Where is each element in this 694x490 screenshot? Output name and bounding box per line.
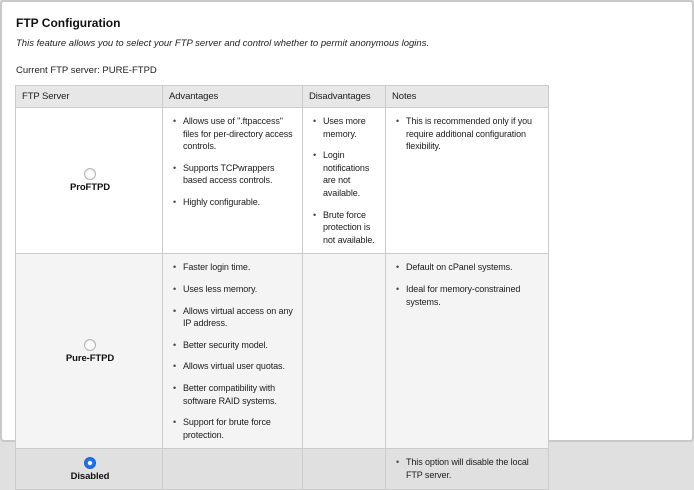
- proftpd-advantages-list: [170, 115, 297, 209]
- proftpd-notes-cell: [386, 108, 549, 254]
- bullet-item: • Allows virtual access on any IP address.: [173, 305, 297, 330]
- pureftpd-option[interactable]: [66, 339, 114, 364]
- column-header-ftp-server: FTP Server: [16, 86, 163, 108]
- server-cell-pureftpd: [16, 254, 163, 449]
- bullet-item: • Highly configurable.: [173, 196, 297, 209]
- bullet-item: • Better security model.: [173, 339, 297, 352]
- proftpd-radio[interactable]: [84, 168, 96, 180]
- proftpd-disadvantages-cell: [303, 108, 386, 254]
- column-header-advantages: Advantages: [163, 86, 303, 108]
- proftpd-label[interactable]: ProFTPD: [70, 182, 110, 194]
- bullet-item: • Faster login time.: [173, 261, 297, 274]
- server-cell-proftpd: [16, 108, 163, 254]
- server-cell-disabled: [16, 449, 163, 490]
- table-row-disabled: [16, 449, 549, 490]
- ftp-server-comparison-table: [15, 85, 549, 490]
- pureftpd-label[interactable]: Pure-FTPD: [65, 352, 115, 364]
- disabled-notes-cell: [386, 449, 549, 490]
- disabled-label[interactable]: Disabled: [70, 470, 110, 482]
- disabled-radio[interactable]: [84, 457, 96, 469]
- current-ftp-server-status: Current FTP server: PURE-FTPD: [16, 65, 157, 76]
- bullet-item: • Better compatibility with software RAID systems.: [173, 382, 297, 407]
- proftpd-advantages-cell: [163, 108, 303, 254]
- table-row-pureftpd: [16, 254, 549, 449]
- proftpd-option[interactable]: [70, 168, 110, 193]
- table-header-row: [16, 86, 549, 108]
- pureftpd-notes-cell: [386, 254, 549, 449]
- bullet-item: • Uses more memory.: [313, 115, 380, 140]
- bullet-item: • Allows use of ".ftpaccess" files for per-directory access controls.: [173, 115, 297, 153]
- disabled-option[interactable]: [71, 457, 110, 482]
- disabled-notes-list: [393, 456, 543, 481]
- bullet-item: • Uses less memory.: [173, 283, 297, 296]
- page-description: This feature allows you to select your FTP server and control whether to permit anonymous logins.: [16, 38, 430, 49]
- pureftpd-advantages-list: [170, 261, 297, 441]
- proftpd-disadvantages-list: [310, 115, 380, 246]
- page-title: FTP Configuration: [16, 16, 121, 30]
- proftpd-notes-list: [393, 115, 543, 153]
- disabled-disadvantages-cell: [303, 449, 386, 490]
- pureftpd-disadvantages-cell: [303, 254, 386, 449]
- bullet-item: • Ideal for memory-constrained systems.: [396, 283, 543, 308]
- bullet-item: • This is recommended only if you require additional configuration flexibility.: [396, 115, 543, 153]
- bullet-item: • Default on cPanel systems.: [396, 261, 543, 274]
- bullet-item: • Brute force protection is not available.: [313, 209, 380, 247]
- column-header-disadvantages: Disadvantages: [303, 86, 386, 108]
- bullet-item: • This option will disable the local FTP server.: [396, 456, 543, 481]
- bullet-item: • Support for brute force protection.: [173, 416, 297, 441]
- pureftpd-radio[interactable]: [84, 339, 96, 351]
- pureftpd-notes-list: [393, 261, 543, 308]
- pureftpd-advantages-cell: [163, 254, 303, 449]
- disabled-advantages-cell: [163, 449, 303, 490]
- bullet-item: • Supports TCPwrappers based access controls.: [173, 162, 297, 187]
- bullet-item: • Login notifications are not available.: [313, 149, 380, 199]
- table-row-proftpd: [16, 108, 549, 254]
- column-header-notes: Notes: [386, 86, 549, 108]
- bullet-item: • Allows virtual user quotas.: [173, 360, 297, 373]
